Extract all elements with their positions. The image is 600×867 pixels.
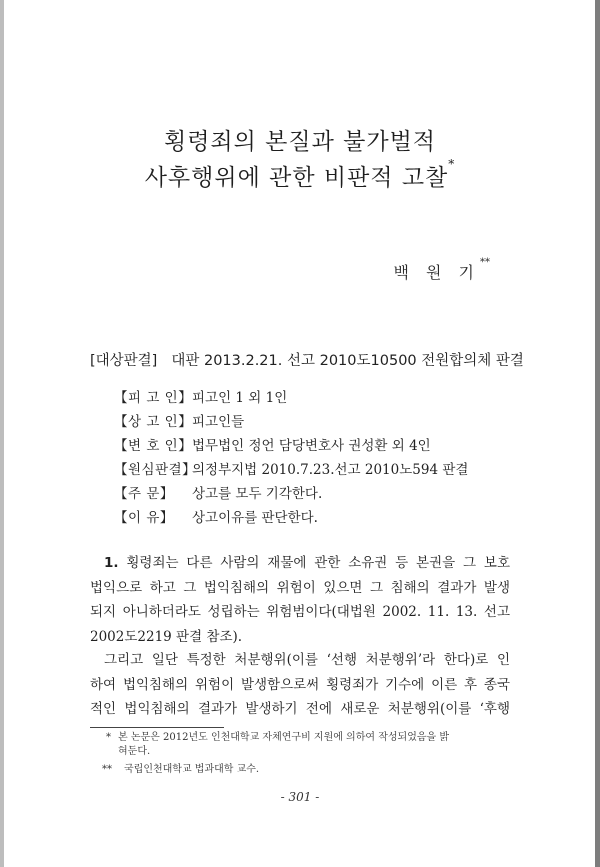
footnote-line: 국립인천대학교 법과대학 교수. [124,764,260,775]
footnote-1 [104,731,504,759]
section-number: 1. [104,555,119,571]
meta-row-order [114,482,468,506]
paragraph-line-text: 횡령죄는 다른 사람의 재물에 관한 소유권 등 본권을 그 보호 [126,555,511,571]
meta-value: 피고인들 [192,414,245,430]
author-name [393,257,490,283]
case-metadata [114,386,468,530]
meta-row-counsel [114,434,468,458]
author-text: 백 원 기 [393,263,480,282]
body-paragraph-2 [90,648,510,722]
paragraph-line: 법익으로 하고 그 법익침해의 위험이 있으면 그 침해의 결과가 발생 [90,579,510,596]
target-judgment [90,349,524,370]
meta-label: 【이 유】 [114,510,174,526]
paragraph-line: 되지 아니하더라도 성립하는 위험범이다(대법원 2002. 11. 13. 선고 [90,604,510,620]
meta-value: 의정부지법 2010.7.23.선고 2010노594 판결 [192,462,469,478]
target-judgment-text: 대판 2013.2.21. 선고 2010도10500 전원합의체 판결 [171,353,524,369]
meta-label: 【상 고 인】 [114,414,193,430]
title-footnote-mark: * [448,157,456,171]
meta-label: 【피 고 인】 [114,390,193,406]
footnote-line: 본 논문은 2012년도 인천대학교 자체연구비 지원에 의하여 작성되었음을 밝 [118,732,450,743]
target-judgment-label: [대상판결] [90,353,158,369]
footnote-2 [104,763,504,777]
paper-title-line1 [0,123,600,156]
meta-value: 상고를 모두 기각한다. [192,486,323,502]
meta-label: 【변 호 인】 [114,438,193,454]
title-line2-text: 사후행위에 관한 비판적 고찰 [144,165,449,191]
meta-row-defendant [114,386,468,410]
paragraph-line: 하여 법익침해의 위험이 발생함으로써 횡령죄가 기수에 이른 후 종국 [90,676,510,693]
meta-value: 상고이유를 판단한다. [192,510,318,526]
meta-row-appellant [114,410,468,434]
title-line1-text: 횡령죄의 본질과 불가벌적 [163,129,437,155]
paragraph-line [90,551,510,576]
paragraph-line: 적인 법익침해의 결과가 발생하기 전에 새로운 처분행위(이를 ‘후행 [90,701,510,717]
footnote-line: 혀둔다. [118,746,151,757]
meta-label: 【원심판결】 [114,462,197,478]
paper-title-line2 [0,159,600,192]
footnotes [104,731,504,777]
meta-row-reasons [114,506,468,530]
footnote-divider [90,727,224,728]
paragraph-line: 그리고 일단 특정한 처분행위(이를 ‘선행 처분행위’라 한다)로 인 [104,652,510,668]
footnote-mark: * [106,732,111,743]
meta-label: 【주 문】 [114,486,174,502]
meta-row-lower-judgment [114,458,468,482]
paragraph-line: 2002도2219 판결 참조). [90,628,243,645]
author-footnote-mark: ** [480,257,490,268]
body-paragraph-1 [90,551,510,649]
meta-value: 피고인 1 외 1인 [192,390,288,406]
footnote-mark: ** [102,764,112,775]
page-number: - 301 - [280,790,320,804]
meta-value: 법무법인 정언 담당변호사 권성환 외 4인 [192,438,431,454]
